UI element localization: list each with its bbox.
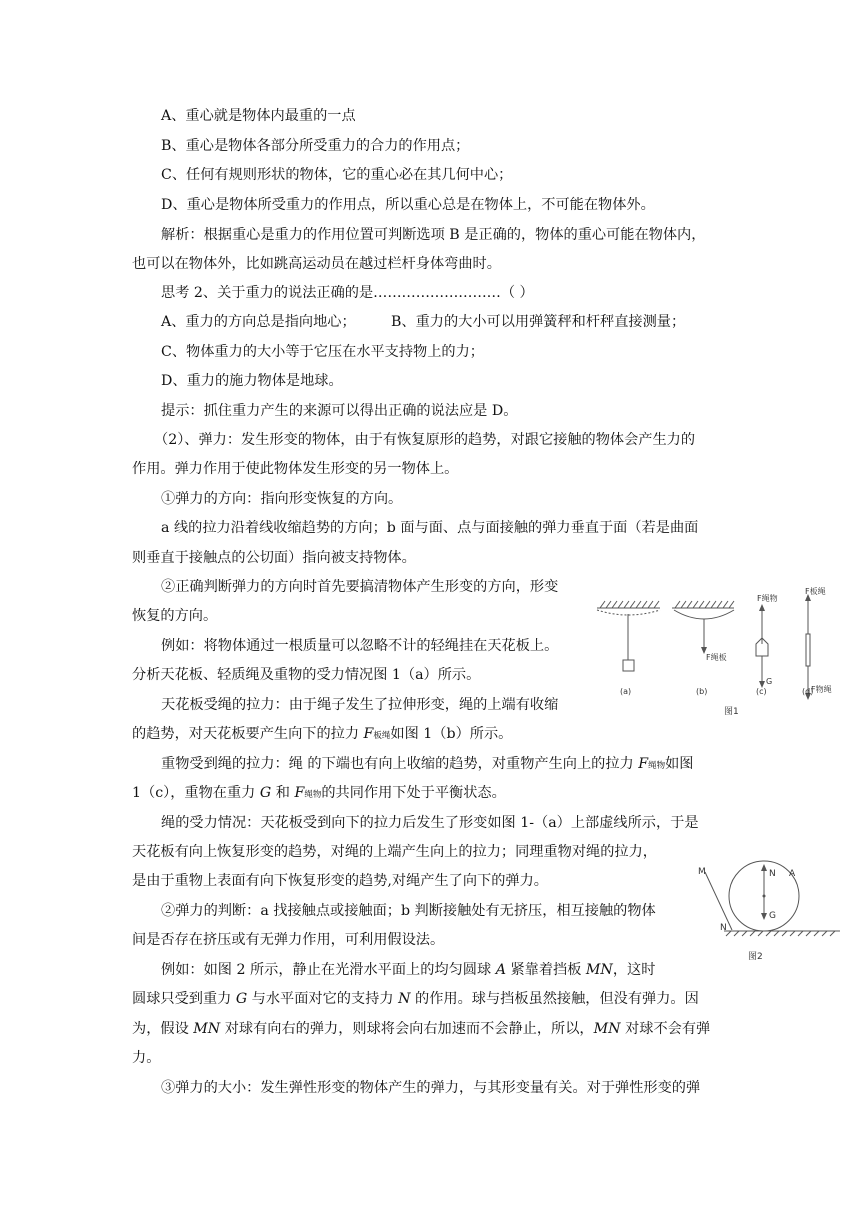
- ceiling-hatch-b: [675, 601, 734, 608]
- example-line-2: 分析天花板、轻质绳及重物的受力情况图 1（a）所示。: [132, 667, 481, 683]
- symbol-mn: MN: [593, 1021, 621, 1037]
- example2-line-4: 力。: [132, 1050, 161, 1066]
- text-segment: 对球有向右的弹力，则球将会向右加速而不会静止，所以，: [220, 1021, 594, 1037]
- label-g: G: [766, 677, 773, 686]
- judge-line-2: 恢复的方向。: [132, 608, 218, 624]
- force-symbol: F: [638, 756, 649, 772]
- force-subscript: 板绳: [373, 731, 391, 741]
- figure-2: [690, 858, 840, 963]
- text-segment: 的趋势，对天花板要产生向下的拉力: [132, 726, 364, 742]
- force-subscript: 绳物: [648, 761, 666, 771]
- label-c: (c): [756, 687, 767, 696]
- option-c-line: C、任何有规则形状的物体，它的重心必在其几何中心；: [161, 167, 513, 183]
- symbol-mn: MN: [193, 1021, 221, 1037]
- text-segment: 如图: [665, 756, 694, 772]
- label-f-board-rope: F板绳: [805, 587, 826, 596]
- label-a: A: [789, 869, 796, 879]
- label-f-rope-board: F绳板: [706, 653, 727, 662]
- example2-line-2: [132, 990, 699, 1008]
- text-segment: 例如：如图 2 所示，静止在光滑水平面上的均匀圆球: [161, 962, 496, 978]
- normal-force-symbol: N: [398, 991, 411, 1007]
- gravity-symbol: G: [235, 991, 248, 1007]
- label-n-wall: N: [720, 923, 727, 933]
- direction-heading: ①弹力的方向：指向形变恢复的方向。: [161, 491, 403, 507]
- elastic-force-line-2: 作用。弹力作用于使此物体发生形变的另一物体上。: [132, 461, 459, 477]
- elastic-force-line-1: （2）、弹力：发生形变的物体，由于有恢复原形的趋势，对跟它接触的物体会产生力的: [154, 432, 696, 448]
- text-segment: 为，假设: [132, 1021, 194, 1037]
- text-segment: 重物受到绳的拉力：绳 的下端也有向上收缩的趋势，对重物产生向上的拉力: [161, 756, 639, 772]
- judgement-line-2: 间是否存在挤压或有无弹力作用，可利用假设法。: [132, 932, 445, 948]
- analysis-line-1: 解析：根据重心是重力的作用位置可判断选项 B 是正确的，物体的重心可能在物体内，: [161, 227, 706, 243]
- judgement-line-1: ②弹力的判断：a 找接触点或接触面；b 判断接触处有无挤压，相互接触的物体: [161, 903, 656, 919]
- ceiling-hatch-a: [600, 601, 659, 608]
- question-2-line: 思考 2、关于重力的说法正确的是………………………（ ）: [161, 285, 534, 301]
- weight-block-a: [623, 660, 634, 671]
- option-a-line: A、重心就是物体内最重的一点: [161, 108, 356, 124]
- label-d: (d): [802, 687, 814, 696]
- weight-line-1: [161, 755, 693, 775]
- example2-line-1: [161, 961, 655, 979]
- judge-line-1: ②正确判断弹力的方向时首先要搞清物体产生形变的方向，形变: [161, 579, 559, 595]
- symbol-mn: MN: [585, 962, 613, 978]
- label-b: (b): [696, 687, 708, 696]
- rope-segment-d: [806, 634, 810, 666]
- label-m: M: [698, 867, 706, 877]
- text-segment: 紧靠着挡板: [505, 962, 586, 978]
- label-a: (a): [620, 687, 632, 696]
- rope-force-line-2: 天花板有向上恢复形变的趋势，对绳的上端产生向上的拉力；同理重物对绳的拉力，: [132, 844, 657, 860]
- label-n-force: N: [769, 869, 776, 879]
- analysis-line-2: 也可以在物体外，比如跳高运动员在越过栏杆身体弯曲时。: [132, 256, 501, 272]
- magnitude-line: ③弹力的大小：发生弹性形变的物体产生的弹力，与其形变量有关。对于弹性形变的弹: [161, 1080, 701, 1096]
- figure-2-caption: 图2: [748, 952, 763, 962]
- hint-line: 提示：抓住重力产生的来源可以得出正确的说法应是 D。: [161, 403, 518, 419]
- text-segment: 的作用。球与挡板虽然接触，但没有弹力。因: [410, 991, 699, 1007]
- rope-force-line-1: 绳的受力情况：天花板受到向下的拉力后发生了形变如图 1-（a）上部虚线所示，于是: [161, 815, 699, 831]
- q2-option-b: B、重力的大小可以用弹簧秤和杆秤直接测量；: [391, 314, 686, 330]
- label-f-obj-rope: F物绳: [811, 685, 832, 694]
- weight-line-2: [132, 784, 506, 804]
- center-point: [763, 895, 766, 898]
- label-f-rope-obj: F绳物: [757, 594, 778, 603]
- text-segment: 如图 1（b）所示。: [390, 726, 513, 742]
- gravity-symbol: G: [259, 785, 272, 801]
- q2-option-d: D、重力的施力物体是地球。: [161, 373, 343, 389]
- text-segment: 与水平面对它的支持力: [247, 991, 399, 1007]
- force-symbol: F: [363, 726, 374, 742]
- example2-line-3: [132, 1020, 710, 1038]
- deformed-ceiling-b: [674, 610, 734, 619]
- baffle-mn: [705, 872, 732, 930]
- label-g: G: [769, 911, 776, 921]
- option-d-line: D、重心是物体所受重力的作用点，所以重心总是在物体上，不可能在物体外。: [161, 197, 655, 213]
- figure-1-caption: 图1: [724, 707, 739, 717]
- text-segment: 圆球只受到重力: [132, 991, 236, 1007]
- direction-line-2: 则垂直于接触点的公切面）指向被支持物体。: [132, 550, 416, 566]
- text-segment: 和: [271, 785, 295, 801]
- rope-force-line-3: 是由于重物上表面有向下恢复形变的趋势,对绳产生了向下的弹力。: [132, 873, 548, 889]
- force-symbol: F: [294, 785, 305, 801]
- text-segment: 1（c），重物在重力: [132, 785, 260, 801]
- force-subscript: 绳物: [304, 790, 322, 800]
- option-b-line: B、重心是物体各部分所受重力的合力的作用点；: [161, 138, 470, 154]
- ceiling-line-2: [132, 725, 512, 745]
- direction-line-1: a 线的拉力沿着线收缩趋势的方向；b 面与面、点与面接触的弹力垂直于面（若是曲面: [161, 520, 699, 536]
- q2-option-a: A、重力的方向总是指向地心；: [161, 314, 356, 330]
- example-line-1: 例如：将物体通过一根质量可以忽略不计的轻绳挂在天花板上。: [161, 638, 559, 654]
- symbol-a: A: [495, 962, 506, 978]
- figure-1: [592, 584, 842, 719]
- text-segment: 的共同作用下处于平衡状态。: [321, 785, 506, 801]
- text-segment: ，这时: [612, 962, 656, 978]
- q2-option-c: C、物体重力的大小等于它压在水平支持物上的力；: [161, 344, 484, 360]
- ground-hatch: [726, 931, 835, 936]
- text-segment: 对球不会有弹: [620, 1021, 711, 1037]
- ceiling-line-1: 天花板受绳的拉力：由于绳子发生了拉伸形变，绳的上端有收缩: [161, 697, 559, 713]
